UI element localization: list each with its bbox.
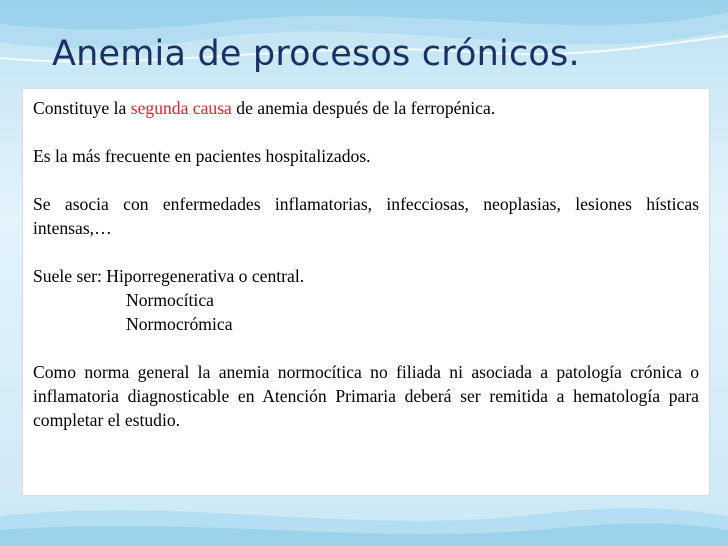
paragraph-hospitalizados: Es la más frecuente en pacientes hospitalizados.	[33, 146, 371, 166]
paragraph-norma-general: Como norma general la anemia normocítica no filiada ni asociada a patología crónica o inflamatoria diagnosticable en Atención Primaria deberá ser remitida a hematología para completar el estudio.	[33, 362, 699, 430]
paragraph-segunda-causa	[33, 96, 699, 120]
slide-title: Anemia de procesos crónicos.	[52, 34, 580, 74]
paragraph-asociaciones: Se asocia con enfermedades inflamatorias, infecciosas, neoplasias, lesiones hísticas intensas,…	[33, 194, 699, 238]
paragraph-normocitica: Normocítica	[126, 290, 214, 310]
paragraph-suele-ser: Suele ser: Hiporregenerativa o central.	[33, 266, 305, 286]
paragraph-text: de anemia después de la ferropénica.	[231, 98, 496, 118]
highlight-text: segunda causa	[130, 98, 232, 118]
paragraph-normocromica: Normocrómica	[126, 314, 233, 334]
paragraph-text: Constituye la	[33, 98, 131, 118]
content-box	[22, 88, 710, 496]
